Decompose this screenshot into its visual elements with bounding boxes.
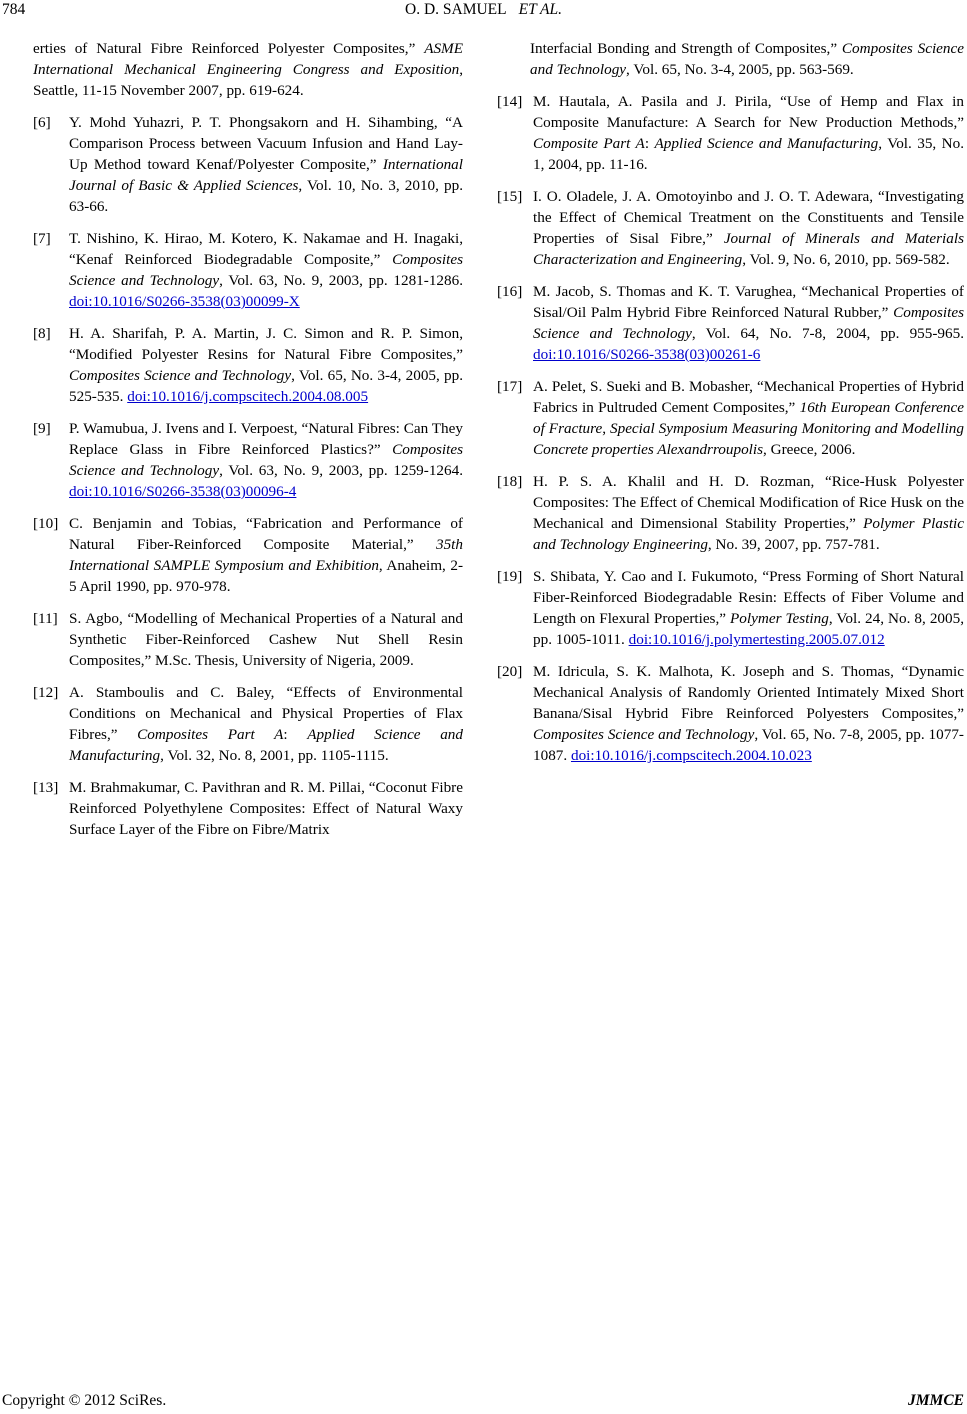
reference-text: , Vol. 64, No. 7-8, 2004, pp. 955-965. (691, 325, 964, 342)
reference-item (33, 513, 463, 597)
reference-text: , Vol. 65, No. 3-4, 2005, pp. 563-569. (626, 61, 854, 78)
reference-number: [20] (497, 663, 523, 680)
italic-title: Applied Science and Manufacturing (654, 135, 879, 152)
reference-text: M. Jacob, S. Thomas and K. T. Varughea, “Mechanical Properties of Sisal/Oil Palm Hybrid Fibre Reinforced Natural Rubber,” (533, 283, 964, 321)
reference-item (33, 112, 463, 217)
reference-item (33, 418, 463, 502)
reference-text: , Vol. 32, No. 8, 2001, pp. 1105-1115. (160, 747, 389, 764)
reference-text: , Vol. 65, No. 7-8, 2005, pp. 1077-1087. (533, 726, 964, 764)
italic-title: International Journal of Basic & Applied Sciences (69, 156, 463, 194)
reference-text: I. O. Oladele, J. A. Omotoyinbo and J. O. T. Adewara, “Investigating the Effect of Chemical Treatment on the Constituents and Tensile Properties of Sisal Fibre,” (533, 188, 964, 247)
reference-text: M. Brahmakumar, C. Pavithran and R. M. Pillai, “Coconut Fibre Reinforced Polyethylene Composites: Effect of Natural Waxy Surface Layer of the Fibre on Fibre/Matrix (69, 779, 463, 838)
reference-text: , Vol. 63, No. 9, 2003, pp. 1259-1264. (219, 462, 463, 479)
reference-text: , Vol. 63, No. 9, 2003, pp. 1281-1286. (219, 272, 463, 289)
running-head-et-al: ET AL. (518, 1, 562, 18)
doi-link[interactable]: doi:10.1016/j.compscitech.2004.08.005 (127, 388, 369, 405)
reference-text: S. Shibata, Y. Cao and I. Fukumoto, “Press Forming of Short Natural Fiber-Reinforced Biodegradable Resin: Effects of Fiber Volume and Length on Flexural Properties,” (533, 568, 964, 627)
reference-item (497, 471, 964, 555)
italic-title: Applied Science and Manufacturing (69, 726, 463, 764)
reference-text: , Vol. 24, No. 8, 2005, pp. 1005-1011. (533, 610, 965, 648)
reference-text: H. A. Sharifah, P. A. Martin, J. C. Simon and R. P. Simon, “Modified Polyester Resins for Natural Fibre Composites,” (69, 325, 463, 363)
page-header (0, 0, 967, 24)
reference-text: M. Idricula, S. K. Malhota, K. Joseph and S. Thomas, “Dynamic Mechanical Analysis of Randomly Oriented Intimately Mixed Short Banana/Sisal Hybrid Fibre Reinforced Polyesters Composites,” (533, 663, 964, 722)
reference-text: H. P. S. A. Khalil and H. D. Rozman, “Rice-Husk Polyester Composites: The Effect of Chemical Modification of Rice Husk on the Mechanical and Dimensional Stability Properties,” (533, 473, 964, 532)
reference-number: [7] (33, 230, 51, 247)
reference-text: Y. Mohd Yuhazri, P. T. Phongsakorn and H. Sihambing, “A Comparison Process between Vacuum Infusion and Hand Lay-Up Method toward Kenaf/Polyester Composite,” (69, 114, 463, 173)
italic-title: Polymer Plastic and Technology Engineering (533, 515, 965, 553)
reference-text: S. Agbo, “Modelling of Mechanical Properties of a Natural and Synthetic Fiber-Reinforced Cashew Nut Shell Resin Composites,” M.Sc. Thesis, University of Nigeria, 2009. (69, 610, 463, 669)
reference-item (497, 566, 964, 650)
italic-title: Polymer Testing (730, 610, 829, 627)
left-column (33, 38, 463, 851)
right-column (497, 38, 965, 777)
running-head-authors: O. D. SAMUEL (405, 1, 507, 18)
reference-item (33, 323, 463, 407)
doi-link[interactable]: doi:10.1016/j.polymertesting.2005.07.012 (628, 631, 885, 648)
reference-continuation (33, 38, 463, 101)
doi-link[interactable]: doi:10.1016/S0266-3538(03)00261-6 (533, 346, 761, 363)
italic-title: ASME International Mechanical Engineering Congress and Exposition (33, 40, 463, 78)
journal-abbrev: JMMCE (908, 1392, 964, 1409)
running-head (0, 1, 967, 19)
reference-item (497, 376, 964, 460)
reference-list-right (497, 91, 965, 766)
doi-link[interactable]: doi:10.1016/S0266-3538(03)00099-X (69, 293, 300, 310)
reference-text: erties of Natural Fibre Reinforced Polyester Composites,” (33, 40, 425, 57)
reference-text: , Anaheim, 2-5 April 1990, pp. 970-978. (69, 557, 463, 595)
reference-item (497, 281, 964, 365)
reference-item (497, 661, 964, 766)
reference-number: [11] (33, 610, 58, 627)
reference-text: C. Benjamin and Tobias, “Fabrication and Performance of Natural Fiber-Reinforced Composite Material,” (69, 515, 463, 553)
page-footer (2, 1392, 964, 1410)
page-number: 784 (2, 1, 26, 18)
reference-number: [17] (497, 378, 523, 395)
italic-title: Special Symposium Measuring Monitoring and Modelling Concrete properties Alexandrroupolis (533, 420, 964, 458)
reference-text: Interfacial Bonding and Strength of Composites,” (530, 40, 842, 57)
italic-title: Composites Science and Technology (533, 304, 964, 342)
italic-title: Composites Part A (137, 726, 284, 743)
reference-text: : (283, 726, 308, 743)
reference-item (33, 228, 463, 312)
italic-title: Composites Science and Technology (69, 367, 292, 384)
copyright: Copyright © 2012 SciRes. (2, 1392, 167, 1409)
reference-text: A. Pelet, S. Sueki and B. Mobasher, “Mechanical Properties of Hybrid Fabrics in Pultruded Cement Composites,” (533, 378, 964, 416)
reference-text: , Greece, 2006. (763, 441, 856, 458)
reference-text: P. Wamubua, J. Ivens and I. Verpoest, “Natural Fibres: Can They Replace Glass in Fibre Reinforced Plastics?” (69, 420, 463, 458)
reference-number: [9] (33, 420, 51, 437)
reference-text: , Vol. 65, No. 3-4, 2005, pp. 525-535. (69, 367, 463, 405)
reference-number: [15] (497, 188, 523, 205)
doi-link[interactable]: doi:10.1016/S0266-3538(03)00096-4 (69, 483, 297, 500)
reference-text: , No. 39, 2007, pp. 757-781. (707, 536, 880, 553)
reference-text: , Seattle, 11-15 November 2007, pp. 619-624. (33, 61, 463, 99)
reference-text: : (644, 135, 655, 152)
italic-title: 35th International SAMPLE Symposium and Exhibition (69, 536, 463, 574)
reference-number: [10] (33, 515, 59, 532)
reference-item (33, 777, 463, 840)
reference-text: , Vol. 9, No. 6, 2010, pp. 569-582. (742, 251, 950, 268)
reference-list-left (33, 112, 463, 840)
italic-title: Journal of Minerals and Materials Characterization and Engineering (533, 230, 964, 268)
reference-item (497, 91, 964, 175)
reference-number: [18] (497, 473, 523, 490)
italic-title: Composite Part A (533, 135, 645, 152)
italic-title: Composites Science and Technology (533, 726, 755, 743)
reference-continuation (530, 38, 964, 80)
reference-number: [13] (33, 779, 59, 796)
italic-title: Composites Science and Technology (530, 40, 964, 78)
reference-number: [6] (33, 114, 51, 131)
doi-link[interactable]: doi:10.1016/j.compscitech.2004.10.023 (570, 747, 812, 764)
reference-text: , Vol. 10, No. 3, 2010, pp. 63-66. (69, 177, 464, 215)
reference-text: , Vol. 35, No. 1, 2004, pp. 11-16. (533, 135, 964, 173)
reference-number: [19] (497, 568, 523, 585)
reference-text: A. Stamboulis and C. Baley, “Effects of Environmental Conditions on Mechanical and Physical Properties of Flax Fibres,” (69, 684, 463, 743)
reference-number: [8] (33, 325, 51, 342)
reference-number: [14] (497, 93, 523, 110)
reference-text: , (602, 420, 610, 437)
reference-item (497, 186, 964, 270)
reference-number: [16] (497, 283, 523, 300)
italic-title: 16th European Conference of Fracture (533, 399, 964, 437)
reference-text: M. Hautala, A. Pasila and J. Pirila, “Use of Hemp and Flax in Composite Manufacture: A Search for New Production Methods,” (533, 93, 964, 131)
reference-text: T. Nishino, K. Hirao, M. Kotero, K. Nakamae and H. Inagaki, “Kenaf Reinforced Biodegradable Composite,” (69, 230, 463, 268)
reference-number: [12] (33, 684, 59, 701)
reference-item (33, 608, 463, 671)
italic-title: Composites Science and Technology (69, 441, 463, 479)
italic-title: Composites Science and Technology (69, 251, 463, 289)
reference-item (33, 682, 463, 766)
